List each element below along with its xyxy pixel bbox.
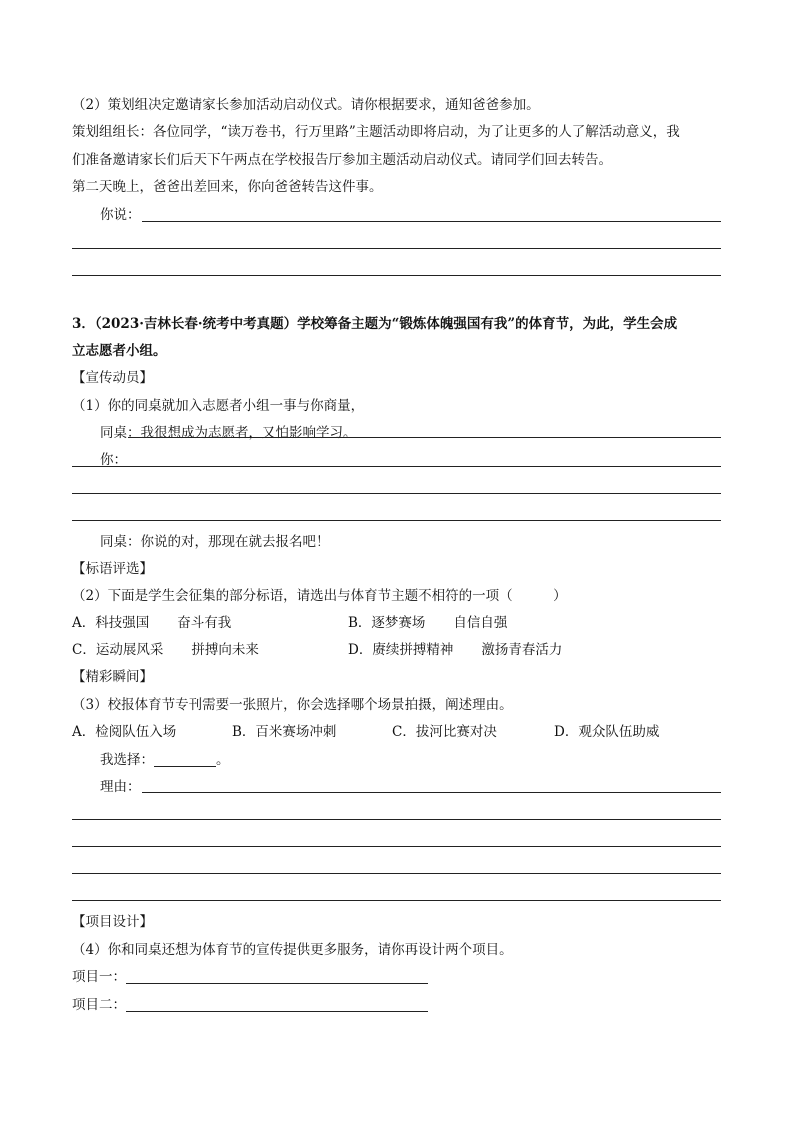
option-a[interactable] bbox=[72, 614, 231, 632]
scene-option-c[interactable]: C．拔河比赛对决 bbox=[392, 724, 497, 740]
answer-line[interactable] bbox=[72, 520, 721, 521]
scene-option-a[interactable]: A．检阅队伍入场 bbox=[72, 724, 177, 740]
section-heading-project: 【项目设计】 bbox=[72, 914, 153, 930]
choice-row bbox=[100, 751, 230, 769]
choice-end: 。 bbox=[216, 752, 230, 768]
option-b[interactable] bbox=[348, 614, 507, 632]
q2-prompt: （2）策划组决定邀请家长参加活动启动仪式。请你根据要求，通知爸爸参加。 bbox=[72, 97, 540, 113]
deskmate-reply: 同桌：你说的对，那现在就去报名吧！ bbox=[100, 534, 330, 550]
answer-line[interactable] bbox=[72, 275, 721, 276]
option-a-letter: A．科技强国 bbox=[72, 615, 150, 631]
q3-4-prompt: （4）你和同桌还想为体育节的宣传提供更多服务，请你再设计两个项目。 bbox=[72, 942, 513, 958]
scene-option-d[interactable]: D．观众队伍助威 bbox=[554, 724, 660, 740]
option-d-letter: D．赓续拼搏精神 bbox=[348, 642, 454, 658]
q2-speech-line2: 们准备邀请家长们后天下午两点在学校报告厅参加主题活动启动仪式。请同学们回去转告。 bbox=[72, 152, 612, 168]
q2-context: 第二天晚上，爸爸出差回来，你向爸爸转告这件事。 bbox=[72, 179, 383, 195]
q3-title-line2: 立志愿者小组。 bbox=[72, 343, 167, 359]
option-c-letter: C．运动展风采 bbox=[72, 642, 164, 658]
item1-row bbox=[72, 968, 428, 986]
reason-label: 理由： bbox=[100, 779, 141, 795]
q3-2-prompt: （2）下面是学生会征集的部分标语，请选出与体育节主题不相符的一项（ ） bbox=[72, 588, 567, 604]
q3-1-prompt: （1）你的同桌就加入志愿者小组一事与你商量， bbox=[72, 398, 365, 414]
option-d-text: 激扬青春活力 bbox=[481, 642, 563, 658]
option-a-text: 奋斗有我 bbox=[177, 615, 232, 631]
option-d[interactable] bbox=[348, 641, 562, 659]
you-label: 你： bbox=[100, 452, 127, 468]
item2-label: 项目二： bbox=[72, 997, 126, 1013]
answer-line[interactable] bbox=[128, 437, 721, 438]
q3-title-line1: 3．（2023·吉林长春·统考中考真题）学校筹备主题为“锻炼体魄强国有我”的体育节，为此，学生会成 bbox=[72, 316, 678, 332]
answer-line[interactable] bbox=[142, 792, 721, 793]
q2-speech-line1: 策划组组长：各位同学，“读万卷书，行万里路”主题活动即将启动，为了让更多的人了解活动意义，我 bbox=[72, 124, 680, 140]
answer-line[interactable] bbox=[142, 221, 721, 222]
option-b-text: 自信自强 bbox=[453, 615, 508, 631]
answer-line[interactable] bbox=[72, 248, 721, 249]
answer-line[interactable] bbox=[72, 900, 721, 901]
item1-label: 项目一： bbox=[72, 969, 126, 985]
answer-line[interactable] bbox=[72, 873, 721, 874]
section-heading-slogan: 【标语评选】 bbox=[72, 561, 153, 577]
answer-line[interactable] bbox=[72, 819, 721, 820]
item1-blank[interactable] bbox=[126, 969, 428, 984]
item2-row bbox=[72, 996, 428, 1014]
option-c[interactable] bbox=[72, 641, 259, 659]
answer-line[interactable] bbox=[72, 493, 721, 494]
choice-blank[interactable] bbox=[154, 752, 216, 767]
section-heading-moments: 【精彩瞬间】 bbox=[72, 669, 153, 685]
answer-line[interactable] bbox=[72, 466, 721, 467]
choice-label: 我选择： bbox=[100, 752, 154, 768]
scene-option-b[interactable]: B．百米赛场冲刺 bbox=[232, 724, 337, 740]
section-heading-publicity: 【宣传动员】 bbox=[72, 370, 153, 386]
item2-blank[interactable] bbox=[126, 997, 428, 1012]
you-say-label: 你说： bbox=[100, 207, 141, 223]
option-b-letter: B．逐梦赛场 bbox=[348, 615, 426, 631]
q3-3-prompt: （3）校报体育节专刊需要一张照片，你会选择哪个场景拍摄，阐述理由。 bbox=[72, 697, 513, 713]
option-c-text: 拼搏向未来 bbox=[191, 642, 259, 658]
deskmate-line: 同桌：我很想成为志愿者，又怕影响学习。 bbox=[100, 425, 357, 441]
answer-line[interactable] bbox=[72, 846, 721, 847]
